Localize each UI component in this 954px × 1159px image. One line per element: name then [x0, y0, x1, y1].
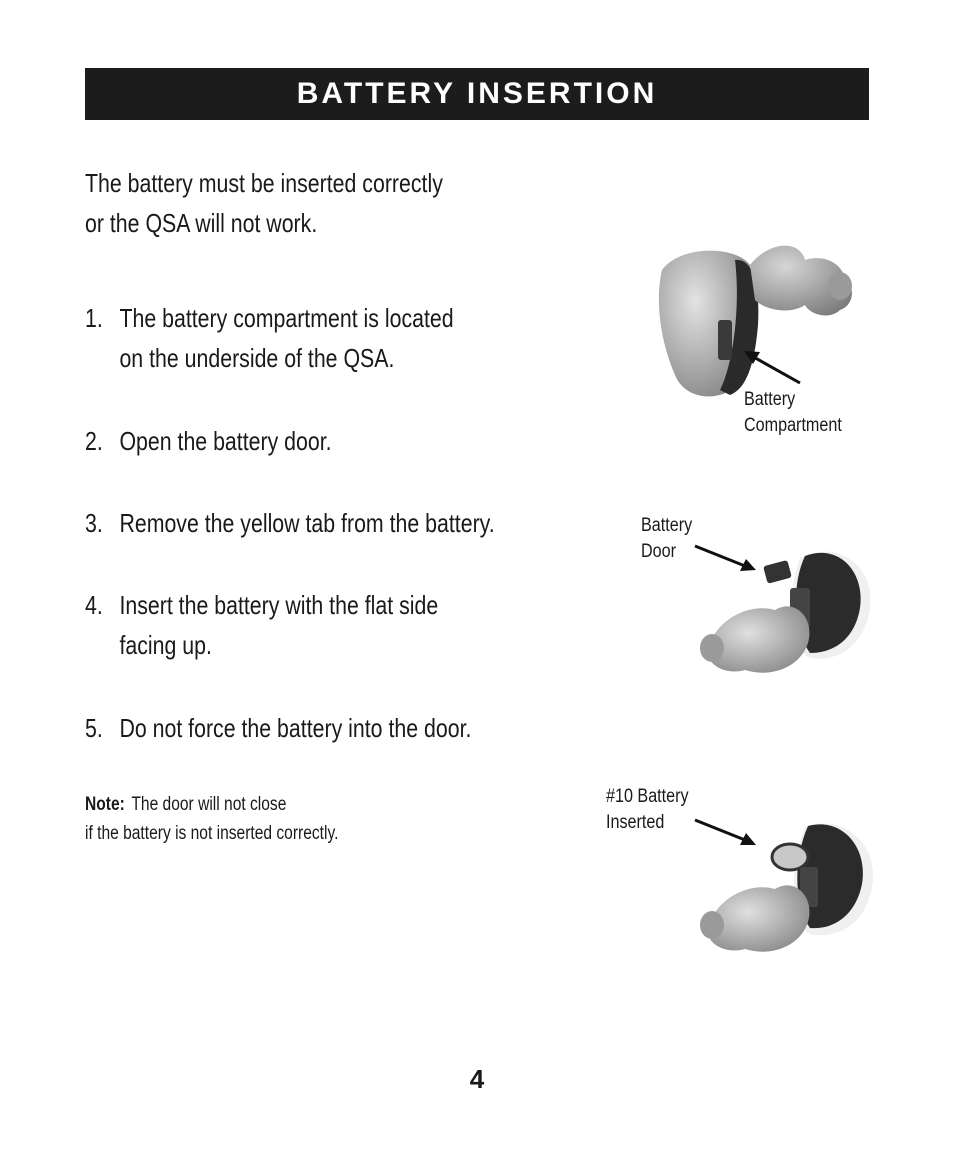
step-number: 5. — [85, 713, 103, 743]
intro-paragraph — [85, 163, 495, 243]
step-number: 4. — [85, 590, 103, 620]
step-item — [85, 421, 593, 461]
page-number: 4 — [469, 1064, 485, 1094]
step-text: Do not force the battery into the door. — [119, 713, 472, 743]
note-line-1: The door will not close — [131, 794, 287, 815]
intro-line-1: The battery must be inserted correctly — [85, 168, 443, 198]
step-item — [85, 503, 593, 543]
section-header — [85, 68, 869, 120]
note-label: Note: — [85, 794, 125, 815]
step-number: 3. — [85, 508, 103, 538]
step-text — [119, 298, 593, 378]
step-text-line: facing up. — [119, 630, 212, 660]
step-text: Remove the yellow tab from the battery. — [119, 508, 495, 538]
figure-label-line: Door — [641, 541, 677, 562]
step-text-line: on the underside of the QSA. — [119, 343, 395, 373]
figure-label-line: Battery — [744, 389, 796, 410]
figure-label-line: Inserted — [606, 812, 665, 833]
step-item — [85, 585, 593, 665]
step-number: 1. — [85, 303, 103, 333]
note-line-2: if the battery is not inserted correctly. — [85, 823, 339, 844]
note-block — [85, 790, 446, 848]
figure-label-line: #10 Battery — [606, 786, 689, 807]
figure-label-inserted — [606, 784, 689, 836]
figure-label-line: Compartment — [744, 415, 842, 436]
earpiece-door-open-illustration — [690, 538, 880, 698]
step-text — [119, 585, 593, 665]
earpiece-compartment-illustration — [640, 230, 870, 410]
step-number: 2. — [85, 426, 103, 456]
figure-label-compartment — [744, 387, 842, 439]
step-item — [85, 708, 593, 748]
step-item — [85, 298, 593, 378]
step-text: Open the battery door. — [119, 426, 332, 456]
step-list — [85, 298, 593, 748]
figure-label-line: Battery — [641, 515, 693, 536]
intro-line-2: or the QSA will not work. — [85, 208, 318, 238]
figure-label-door — [641, 513, 692, 565]
section-title: BATTERY INSERTION — [296, 77, 658, 110]
step-text-line: Insert the battery with the flat side — [119, 590, 439, 620]
earpiece-battery-inserted-illustration — [690, 812, 880, 977]
step-text-line: The battery compartment is located — [119, 303, 454, 333]
